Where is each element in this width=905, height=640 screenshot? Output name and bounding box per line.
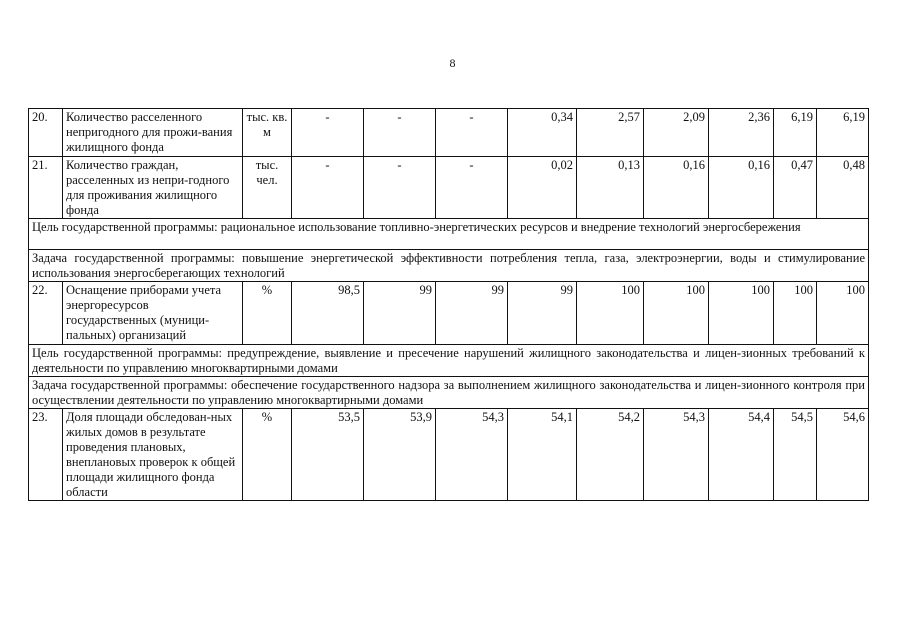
indicator-value: 99 (508, 282, 577, 345)
indicator-value: 0,34 (508, 109, 577, 157)
indicator-value: - (364, 109, 436, 157)
indicator-row (29, 109, 869, 157)
indicator-value: - (292, 157, 364, 219)
indicator-value: - (364, 157, 436, 219)
page-number: 8 (449, 56, 456, 70)
indicator-value: 2,36 (709, 109, 774, 157)
indicator-value: - (436, 157, 508, 219)
indicator-unit: тыс. кв. м (243, 109, 292, 157)
indicator-value: 100 (644, 282, 709, 345)
indicator-value: 54,3 (644, 409, 709, 501)
indicator-value: 0,47 (774, 157, 817, 219)
indicator-value: 54,5 (774, 409, 817, 501)
program-text-row (29, 250, 869, 282)
indicator-value: 99 (436, 282, 508, 345)
indicator-value: 54,2 (577, 409, 644, 501)
indicator-value: 99 (364, 282, 436, 345)
indicator-value: 54,3 (436, 409, 508, 501)
indicator-value: 0,02 (508, 157, 577, 219)
indicator-row (29, 409, 869, 501)
row-number: 21. (29, 157, 63, 219)
indicator-value: 2,57 (577, 109, 644, 157)
indicator-value: 54,6 (817, 409, 869, 501)
indicator-value: 100 (577, 282, 644, 345)
indicator-value: 53,9 (364, 409, 436, 501)
row-number: 22. (29, 282, 63, 345)
program-text-row (29, 377, 869, 409)
indicator-value: 98,5 (292, 282, 364, 345)
indicator-value: 53,5 (292, 409, 364, 501)
indicator-value: 0,16 (709, 157, 774, 219)
indicator-value: 0,13 (577, 157, 644, 219)
table-body (29, 109, 869, 501)
indicator-unit: % (243, 282, 292, 345)
indicator-value: 100 (817, 282, 869, 345)
indicator-value: 6,19 (774, 109, 817, 157)
indicator-value: - (292, 109, 364, 157)
indicator-name: Доля площади обследован-ных жилых домов в результате проведения плановых, внеплановых проверок к общей площади жилищного фонда области (63, 409, 243, 501)
row-number: 23. (29, 409, 63, 501)
indicator-unit: % (243, 409, 292, 501)
indicator-value: 54,4 (709, 409, 774, 501)
row-number: 20. (29, 109, 63, 157)
indicator-value: 0,48 (817, 157, 869, 219)
indicator-value: 100 (774, 282, 817, 345)
indicator-value: 0,16 (644, 157, 709, 219)
program-text: Цель государственной программы: предупреждение, выявление и пресечение нарушений жилищного законодательства и лицен-зионных требований к деятельности по управлению многоквартирными домами (29, 345, 869, 377)
indicator-row (29, 282, 869, 345)
program-text: Задача государственной программы: обеспечение государственного надзора за выполнением жилищного законодательства и лицен-зионного контроля при осуществлении деятельности по управлению многоквартирными домами (29, 377, 869, 409)
indicator-value: 2,09 (644, 109, 709, 157)
indicator-value: 54,1 (508, 409, 577, 501)
program-text-row (29, 219, 869, 250)
program-text-row (29, 345, 869, 377)
indicator-value: 6,19 (817, 109, 869, 157)
indicators-table (28, 108, 869, 501)
indicator-unit: тыс. чел. (243, 157, 292, 219)
program-text: Задача государственной программы: повышение энергетической эффективности потребления тепла, газа, электроэнергии, воды и стимулирование использования энергосберегающих технологий (29, 250, 869, 282)
indicator-row (29, 157, 869, 219)
indicator-name: Оснащение приборами учета энергоресурсов государственных (муници-пальных) организаций (63, 282, 243, 345)
indicator-name: Количество расселенного непригодного для прожи-вания жилищного фонда (63, 109, 243, 157)
program-text: Цель государственной программы: рациональное использование топливно-энергетических ресурсов и внедрение технологий энергосбережения (29, 219, 869, 250)
indicator-value: 100 (709, 282, 774, 345)
indicator-value: - (436, 109, 508, 157)
indicator-name: Количество граждан, расселенных из непри-годного для проживания жилищного фонда (63, 157, 243, 219)
